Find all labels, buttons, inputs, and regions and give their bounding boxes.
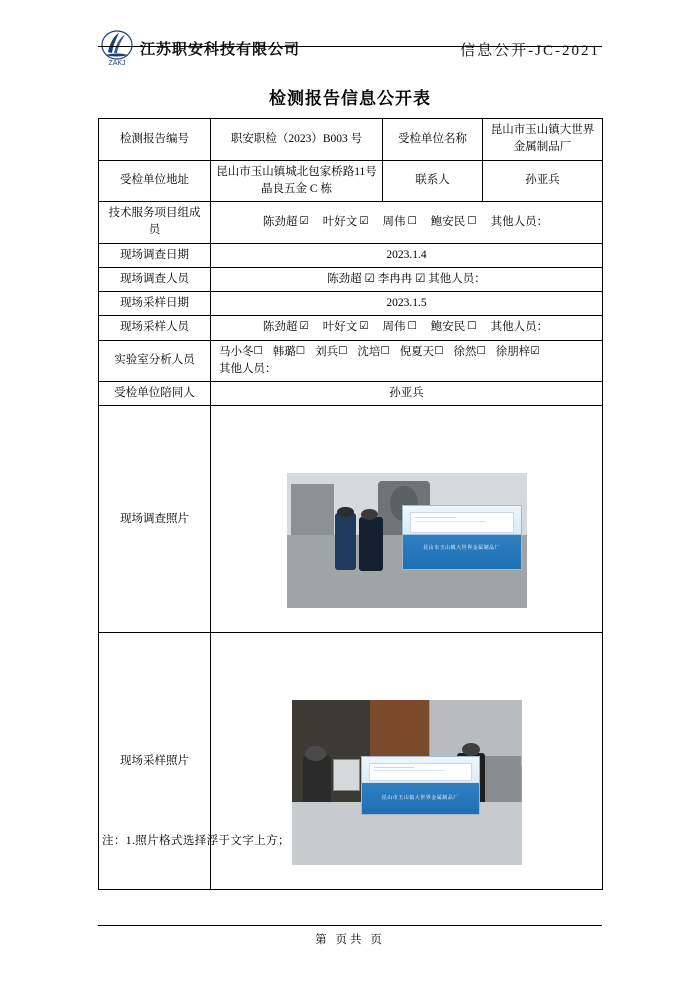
member-name: 韩璐	[272, 345, 296, 358]
checkbox-unchecked[interactable]: ☐	[434, 344, 444, 357]
company-name: 江苏职安科技有限公司	[140, 41, 301, 58]
survey-date-label: 现场调查日期	[99, 243, 211, 267]
survey-date-value: 2023.1.4	[211, 243, 603, 267]
member-name: 徐然	[453, 345, 477, 358]
team-others-label: 其他人员：	[490, 215, 549, 228]
photo-worker-1-head	[305, 746, 326, 761]
photo-banner	[402, 505, 522, 570]
client-addr-value: 昆山市玉山镇城北包家桥路11号晶良五金 C 栋	[211, 160, 383, 202]
member-name: 周伟	[382, 321, 406, 334]
banner-document	[410, 512, 514, 532]
footer-divider	[98, 925, 602, 926]
contact-label: 联系人	[383, 160, 483, 202]
member-name: 陈劲超	[262, 215, 298, 228]
member-name: 鲍安民	[430, 215, 466, 228]
company-logo	[98, 28, 300, 68]
client-name-value: 昆山市玉山镇大世界金属制品厂	[483, 119, 603, 161]
lab-staff-members	[211, 340, 603, 382]
survey-staff-value: 陈劲超 ☑ 李冉冉 ☑ 其他人员：	[211, 267, 603, 291]
member-name: 叶好文	[322, 215, 358, 228]
sampling-date-label: 现场采样日期	[99, 292, 211, 316]
member-name: 周伟	[382, 215, 406, 228]
header-divider	[98, 46, 602, 47]
checkbox-unchecked[interactable]: ☐	[338, 344, 348, 357]
report-no-value: 职安职检（2023）B003 号	[211, 119, 383, 161]
member-name: 鲍安民	[430, 321, 466, 334]
sampling-others-label: 其他人员：	[490, 321, 549, 334]
member-name: 沈培	[357, 345, 381, 358]
table-row	[99, 633, 603, 890]
photo-banner	[361, 756, 481, 815]
photo-worker-1	[335, 513, 357, 570]
table-row	[99, 340, 603, 382]
photo-survey-cell	[211, 406, 603, 633]
checkbox-unchecked[interactable]: ☐	[476, 344, 486, 357]
member-name: 倪夏天	[399, 345, 435, 358]
logo-icon	[98, 28, 136, 68]
sampling-photo	[292, 700, 522, 865]
table-row	[99, 267, 603, 291]
checkbox-checked[interactable]: ☑	[299, 214, 309, 227]
sampling-staff-members	[211, 316, 603, 340]
member-name: 刘兵	[315, 345, 339, 358]
checkbox-unchecked[interactable]: ☐	[253, 344, 263, 357]
checkbox-checked[interactable]: ☑	[359, 320, 369, 333]
team-label: 技术服务项目组成员	[99, 202, 211, 244]
info-table	[98, 118, 603, 890]
checkbox-unchecked[interactable]: ☐	[407, 214, 417, 227]
escort-label: 受检单位陪同人	[99, 382, 211, 406]
sampling-staff-label: 现场采样人员	[99, 316, 211, 340]
checkbox-unchecked[interactable]: ☐	[380, 344, 390, 357]
banner-document	[369, 763, 472, 781]
table-row	[99, 243, 603, 267]
page-footer: 第 页共 页	[315, 934, 385, 946]
survey-photo	[287, 473, 527, 608]
photo-survey-label: 现场调查照片	[99, 406, 211, 633]
table-row	[99, 292, 603, 316]
logo-text: ZAKJ	[108, 60, 126, 67]
checkbox-checked[interactable]: ☑	[359, 214, 369, 227]
photo-sampler-device	[333, 759, 360, 791]
table-row	[99, 316, 603, 340]
photo-sampling-cell	[211, 633, 603, 890]
checkbox-unchecked[interactable]: ☐	[467, 320, 477, 333]
client-addr-label: 受检单位地址	[99, 160, 211, 202]
page-title: 检测报告信息公开表	[269, 89, 431, 108]
document-header	[98, 28, 602, 74]
document-code: 信息公开-JC-2021	[460, 43, 600, 59]
sampling-date-value: 2023.1.5	[211, 292, 603, 316]
lab-staff-label: 实验室分析人员	[99, 340, 211, 382]
banner-text: 昆山市玉山镇大世界金属制品厂	[423, 546, 501, 552]
footnote: 注：1.照片格式选择浮于文字上方；	[102, 835, 290, 847]
checkbox-unchecked[interactable]: ☐	[407, 320, 417, 333]
photo-machine-left	[291, 484, 334, 535]
page-content	[98, 0, 602, 989]
lab-others-label: 其他人员：	[219, 362, 277, 375]
table-row	[99, 119, 603, 161]
escort-value: 孙亚兵	[211, 382, 603, 406]
member-name: 马小冬	[219, 345, 254, 358]
table-row	[99, 202, 603, 244]
checkbox-unchecked[interactable]: ☐	[467, 214, 477, 227]
photo-sampling-label: 现场采样照片	[99, 633, 211, 890]
table-row	[99, 406, 603, 633]
checkbox-checked[interactable]: ☑	[530, 344, 540, 357]
banner-text: 昆山市玉山镇大世界金属制品厂	[381, 795, 459, 801]
checkbox-checked[interactable]: ☑	[299, 320, 309, 333]
member-name: 陈劲超	[262, 321, 298, 334]
report-no-label: 检测报告编号	[99, 119, 211, 161]
table-row	[99, 382, 603, 406]
photo-worker-1-head	[337, 507, 354, 518]
team-members	[211, 202, 603, 244]
photo-worker-2-head	[462, 743, 480, 756]
client-name-label: 受检单位名称	[383, 119, 483, 161]
table-row	[99, 160, 603, 202]
member-name: 徐朋梓	[495, 345, 531, 358]
member-name: 叶好文	[322, 321, 358, 334]
survey-staff-label: 现场调查人员	[99, 267, 211, 291]
photo-worker-2	[359, 517, 383, 571]
photo-worker-2-head	[361, 509, 378, 520]
checkbox-unchecked[interactable]: ☐	[295, 344, 306, 357]
contact-value: 孙亚兵	[483, 160, 603, 202]
